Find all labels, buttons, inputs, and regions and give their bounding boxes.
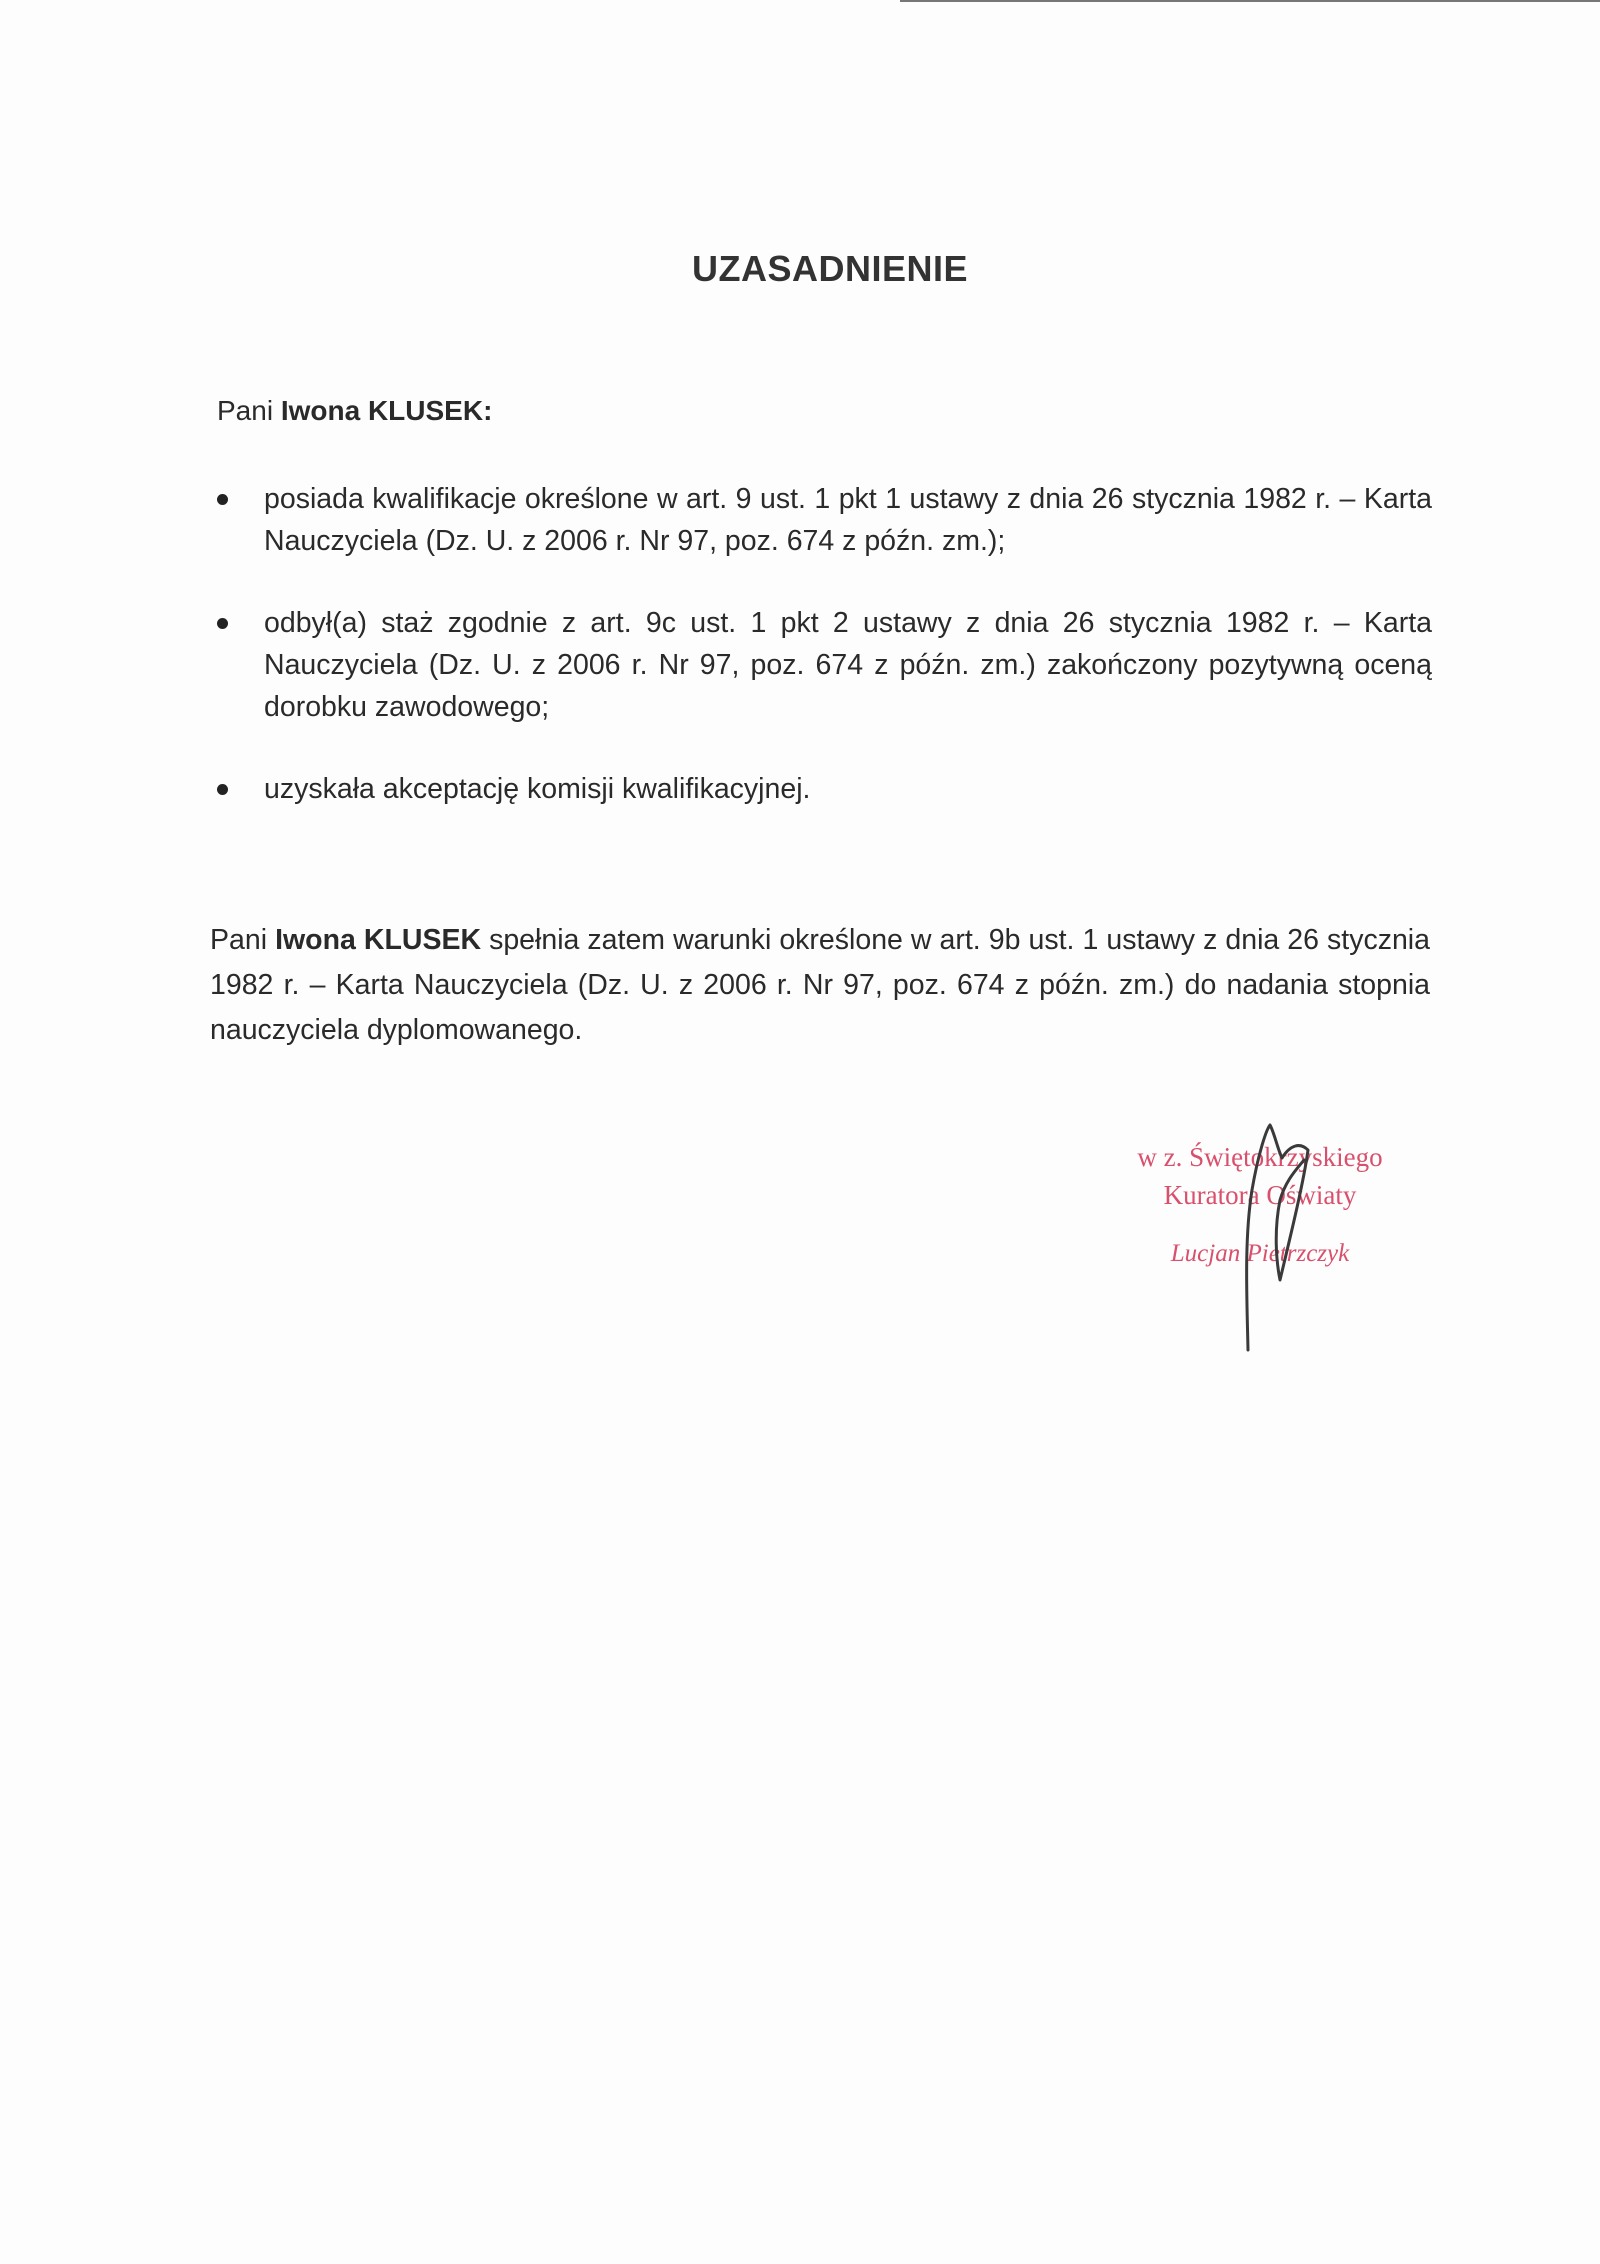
list-item: posiada kwalifikacje określone w art. 9 ust. 1 pkt 1 ustawy z dnia 26 stycznia 1982 r. – Karta Nauczyciela (Dz. U. z 2006 r. Nr 97, poz. 674 z późn. zm.); bbox=[217, 478, 1432, 562]
scan-edge-line bbox=[900, 0, 1600, 2]
stamp-line-1: w z. Świętokrzyskiego bbox=[1137, 1142, 1383, 1172]
criteria-list bbox=[217, 478, 1432, 850]
conclusion-prefix: Pani bbox=[210, 924, 276, 956]
stamp-signatory: Lucjan Pietrzczyk bbox=[1170, 1240, 1350, 1267]
conclusion-text: spełnia zatem warunki określone w art. 9b ust. 1 ustawy z dnia 26 stycznia 1982 r. – Karta Nauczyciela (Dz. U. z 2006 r. Nr 97, poz. 674 z późn. zm.) do nadania stopnia nauczyciela dyplomowanego. bbox=[210, 924, 1430, 1046]
conclusion-paragraph bbox=[210, 918, 1430, 1053]
list-item: uzyskała akceptację komisji kwalifikacyjnej. bbox=[217, 768, 1432, 810]
person-name: Iwona KLUSEK bbox=[275, 924, 482, 956]
handwritten-signature bbox=[1200, 1120, 1340, 1360]
intro-line bbox=[217, 395, 492, 427]
stamp-line-2: Kuratora Oświaty bbox=[1163, 1180, 1357, 1210]
list-item: odbył(a) staż zgodnie z art. 9c ust. 1 pkt 2 ustawy z dnia 26 stycznia 1982 r. – Karta Nauczyciela (Dz. U. z 2006 r. Nr 97, poz. 674 z późn. zm.) zakończony pozytywną oceną dorobku zawodowego; bbox=[217, 602, 1432, 728]
person-name: Iwona KLUSEK bbox=[280, 395, 484, 426]
document-title: UZASADNIENIE bbox=[691, 248, 969, 289]
intro-colon: : bbox=[483, 395, 493, 426]
intro-prefix: Pani bbox=[217, 395, 281, 426]
